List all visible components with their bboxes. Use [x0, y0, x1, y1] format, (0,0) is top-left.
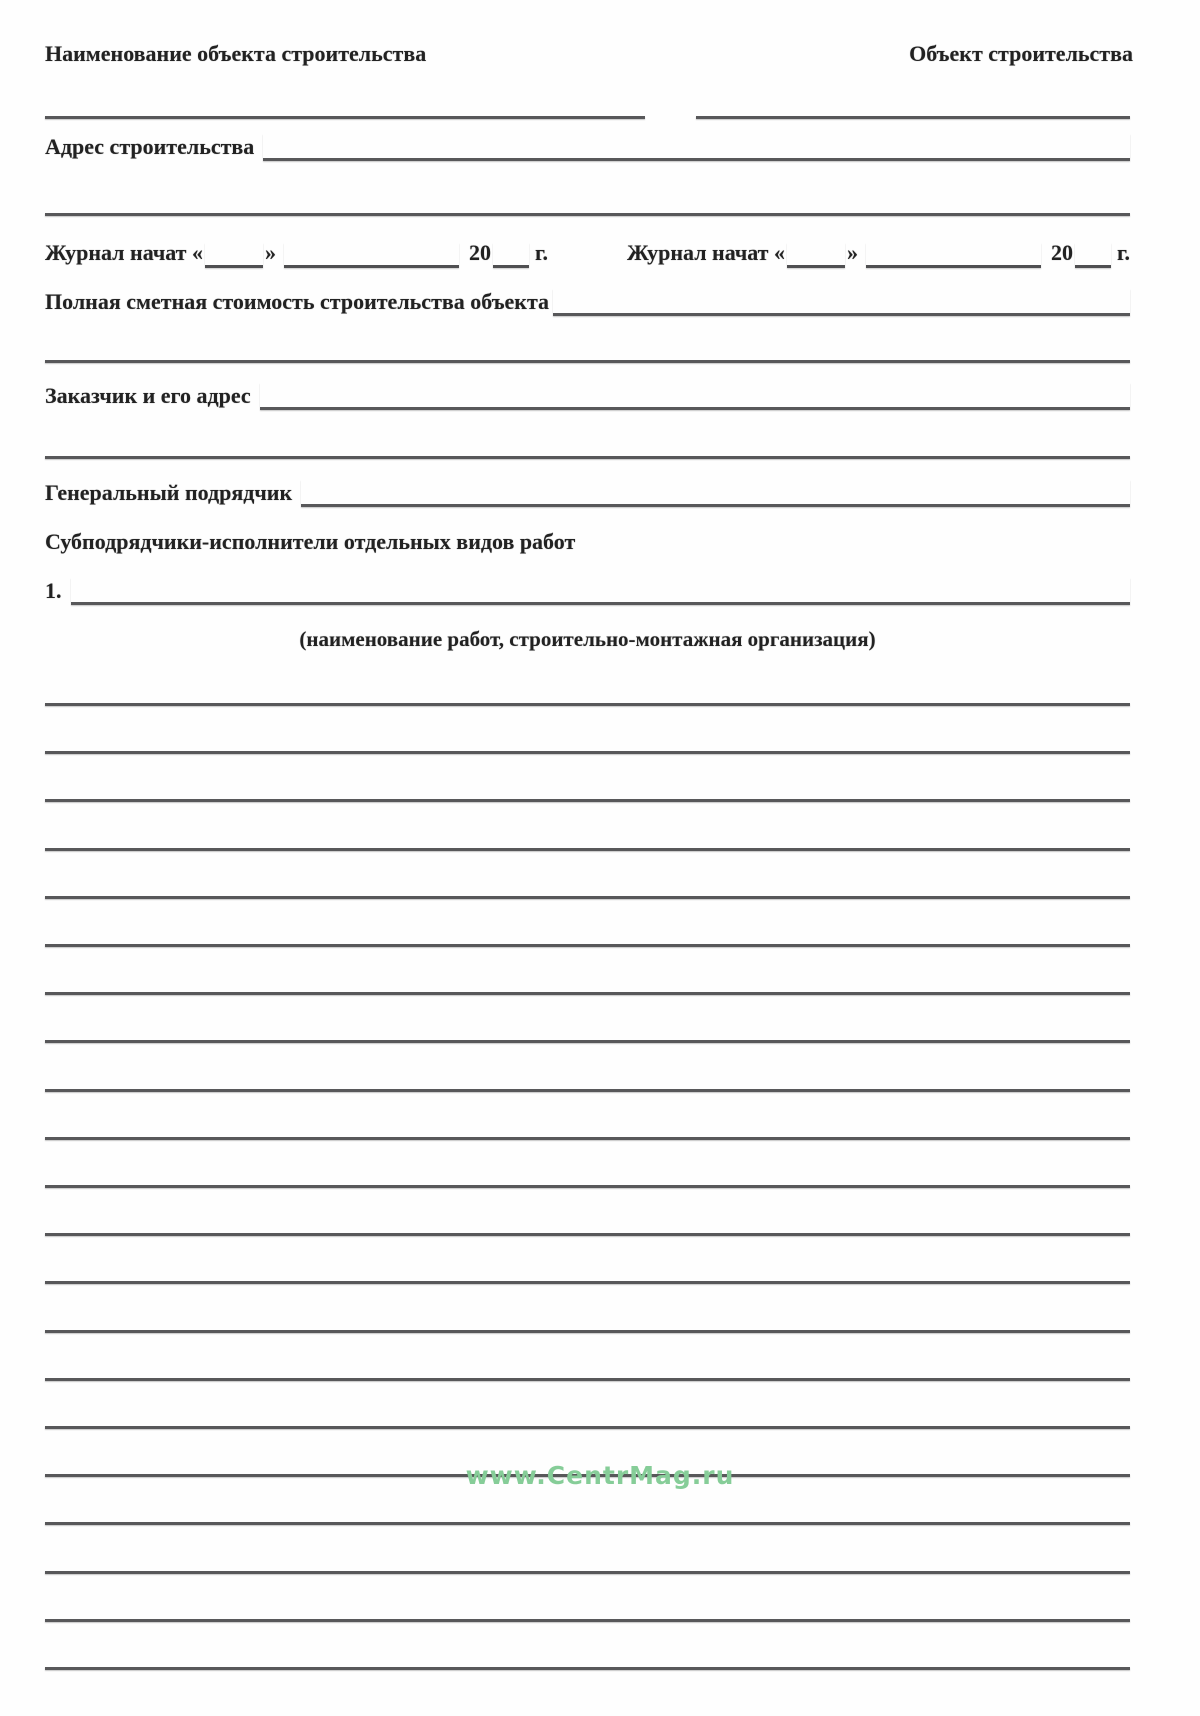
- full-cost-row: [45, 288, 1130, 316]
- general-contractor-blank-line: [301, 480, 1130, 507]
- blank-line: [45, 1137, 1130, 1140]
- item-blank-line: [71, 578, 1131, 605]
- blank-line: [696, 116, 1130, 119]
- journal-year-prefix: 20: [468, 240, 491, 265]
- address-label: Адрес строительства: [45, 134, 255, 159]
- blank-line: [45, 1281, 1130, 1284]
- customer-blank-line: [260, 383, 1130, 410]
- address-row: [45, 133, 1130, 161]
- blank-line: [45, 213, 1130, 216]
- journal-started-prefix: Журнал начат «: [627, 240, 785, 265]
- full-cost-blank-line: [553, 289, 1130, 316]
- blank-line: [45, 1619, 1130, 1622]
- customer-row: [45, 382, 1130, 410]
- blank-line: [45, 1667, 1130, 1670]
- blank-line: [45, 1522, 1130, 1525]
- full-cost-label: Полная сметная стоимость строительства объекта: [45, 289, 550, 314]
- journal-day-blank: [787, 243, 845, 268]
- journal-year-suffix: г.: [534, 240, 548, 265]
- blank-line: [45, 799, 1130, 802]
- blank-line: [45, 944, 1130, 947]
- journal-year-prefix: 20: [1050, 240, 1073, 265]
- address-blank-line: [263, 134, 1130, 161]
- blank-line: [45, 1233, 1130, 1236]
- journal-started-left: [45, 238, 548, 268]
- blank-line: [45, 1571, 1130, 1574]
- general-contractor-label: Генеральный подрядчик: [45, 480, 293, 505]
- blank-line: [45, 1378, 1130, 1381]
- ruled-lines: [45, 703, 1130, 1673]
- blank-line: [45, 751, 1130, 754]
- item-caption: (наименование работ, строительно-монтажная организация): [299, 627, 876, 651]
- journal-started-row: [45, 238, 1130, 268]
- blank-line: [45, 1426, 1130, 1429]
- subcontractors-label: Субподрядчики-исполнители отдельных видов работ: [45, 529, 576, 554]
- blank-line: [45, 848, 1130, 851]
- general-contractor-row: [45, 479, 1130, 507]
- journal-year-blank: [493, 243, 529, 268]
- blank-line: [45, 703, 1130, 706]
- blank-line: [45, 1330, 1130, 1333]
- blank-line: [45, 896, 1130, 899]
- blank-line: [45, 992, 1130, 995]
- journal-year-suffix: г.: [1116, 240, 1130, 265]
- item-number: 1.: [45, 578, 62, 603]
- journal-close-quote: »: [264, 240, 276, 265]
- journal-year-blank: [1075, 243, 1111, 268]
- construction-object-label: Объект строительства: [909, 41, 1133, 66]
- watermark-text: www.CentrMag.ru: [465, 1461, 735, 1490]
- blank-line: [45, 456, 1130, 459]
- blank-line: [45, 360, 1130, 363]
- journal-day-blank: [205, 243, 263, 268]
- journal-month-blank: [866, 243, 1041, 268]
- journal-close-quote: »: [846, 240, 858, 265]
- blank-line: [45, 116, 645, 119]
- blank-line: [45, 1185, 1130, 1188]
- customer-label: Заказчик и его адрес: [45, 383, 251, 408]
- object-name-label: Наименование объекта строительства: [45, 41, 427, 66]
- subcontractor-item-row: [45, 577, 1130, 605]
- journal-month-blank: [284, 243, 459, 268]
- journal-started-right: [627, 238, 1130, 268]
- journal-started-prefix: Журнал начат «: [45, 240, 203, 265]
- blank-line: [45, 1040, 1130, 1043]
- blank-line: [45, 1089, 1130, 1092]
